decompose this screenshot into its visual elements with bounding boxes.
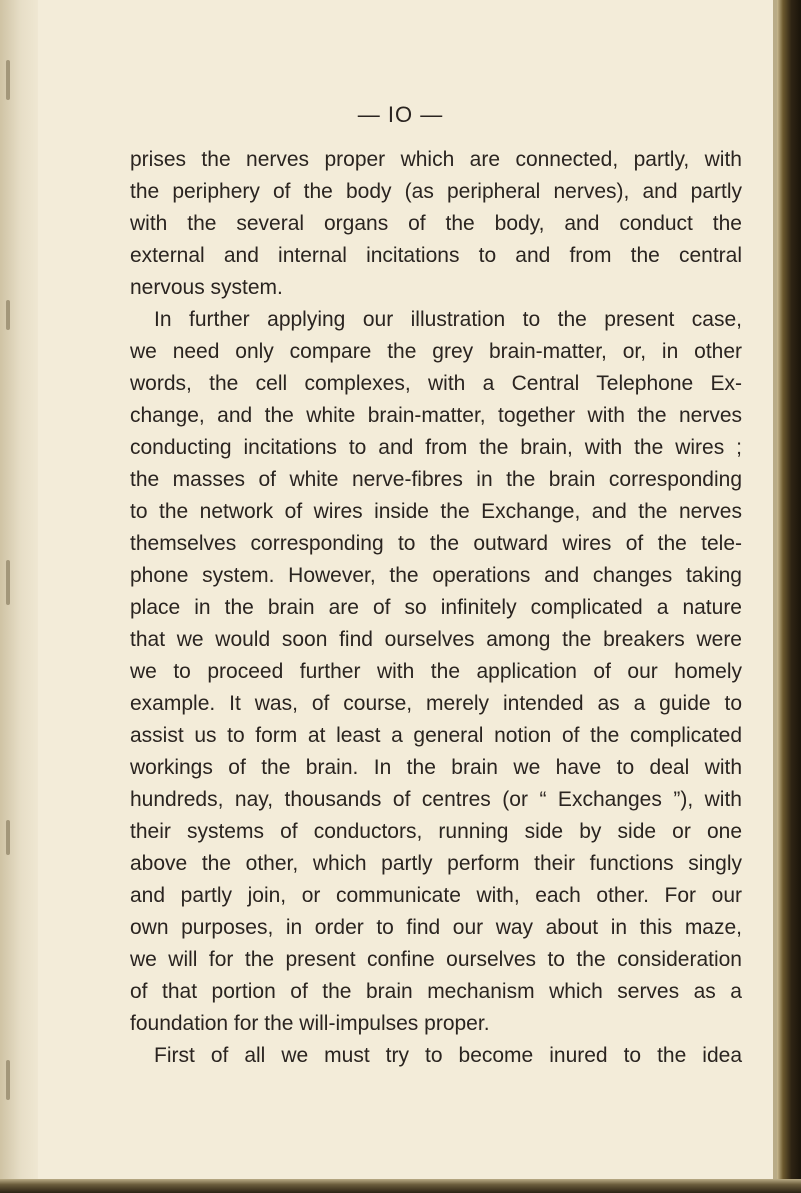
binding-stitch xyxy=(6,1060,10,1100)
text-line: external and internal incitations to and from the central xyxy=(130,244,742,267)
text-line: their systems of conductors, running side by side or one xyxy=(130,820,742,843)
text-line: example. It was, of course, merely intended as a guide to xyxy=(130,692,742,715)
binding-gutter xyxy=(0,0,38,1193)
text-line: themselves corresponding to the outward wires of the tele- xyxy=(130,532,742,555)
page-number: — IO — xyxy=(357,102,444,127)
text-line: words, the cell complexes, with a Central Telephone Ex- xyxy=(130,372,742,395)
text-line: to the network of wires inside the Exchange, and the nerves xyxy=(130,500,742,523)
text-line: workings of the brain. In the brain we have to deal with xyxy=(130,756,742,779)
text-line: we will for the present confine ourselves to the consideration xyxy=(130,948,742,971)
text-line: foundation for the will-impulses proper. xyxy=(130,1012,490,1035)
text-line: the masses of white nerve-fibres in the brain corresponding xyxy=(130,468,742,491)
text-line: the periphery of the body (as peripheral nerves), and partly xyxy=(130,180,742,203)
binding-stitch xyxy=(6,60,10,100)
text-line: prises the nerves proper which are connected, partly, with xyxy=(130,148,742,171)
text-line: own purposes, in order to find our way about in this maze, xyxy=(130,916,742,939)
page-edge-bottom xyxy=(0,1179,801,1193)
text-line: First of all we must try to become inured to the idea xyxy=(154,1044,742,1067)
text-line: that we would soon find ourselves among the breakers were xyxy=(130,628,742,651)
text-line: we need only compare the grey brain-matter, or, in other xyxy=(130,340,742,363)
text-line: above the other, which partly perform their functions singly xyxy=(130,852,742,875)
text-line: In further applying our illustration to the present case, xyxy=(154,308,742,331)
text-line: nervous system. xyxy=(130,276,283,299)
binding-stitch xyxy=(6,560,10,605)
text-line: conducting incitations to and from the brain, with the wires ; xyxy=(130,436,742,459)
body-text xyxy=(130,144,742,1072)
binding-stitch xyxy=(6,300,10,330)
text-line: of that portion of the brain mechanism which serves as a xyxy=(130,980,742,1003)
text-line: assist us to form at least a general notion of the complicated xyxy=(130,724,742,747)
text-line: phone system. However, the operations and changes taking xyxy=(130,564,742,587)
text-line: change, and the white brain-matter, together with the nerves xyxy=(130,404,742,427)
text-line: hundreds, nay, thousands of centres (or “ Exchanges ”), with xyxy=(130,788,742,811)
text-line: we to proceed further with the application of our homely xyxy=(130,660,742,683)
text-line: with the several organs of the body, and conduct the xyxy=(130,212,742,235)
text-line: and partly join, or communicate with, each other. For our xyxy=(130,884,742,907)
page-edge-right xyxy=(777,0,801,1193)
text-line: place in the brain are of so infinitely complicated a nature xyxy=(130,596,742,619)
binding-stitch xyxy=(6,820,10,855)
